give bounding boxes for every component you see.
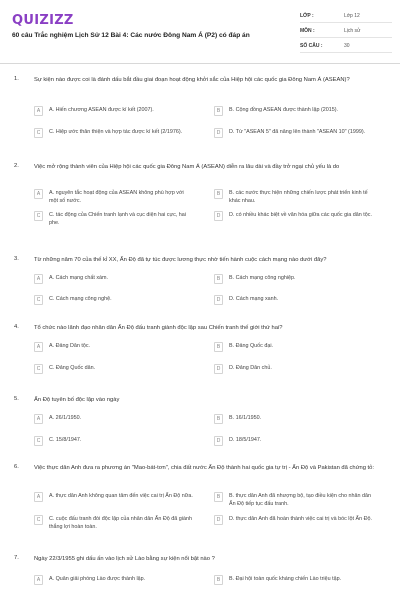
meta-value: Lịch sử xyxy=(344,28,361,34)
option-text: D. Từ "ASEAN 5" đã nâng lên thành "ASEAN 10" (1999). xyxy=(229,129,366,135)
document-title: 60 câu Trắc nghiệm Lịch Sử 12 Bài 4: Các nước Đông Nam Á (P2) có đáp án xyxy=(12,32,250,39)
question-text: Tổ chức nào lãnh đạo nhân dân Ấn Độ đấu tranh giành độc lập sau Chiến tranh thế giới thứ hai? xyxy=(34,325,283,331)
meta-key: LỚP : xyxy=(300,13,314,19)
page-header xyxy=(0,0,400,64)
option-letter: C xyxy=(34,515,43,525)
option-text: D. có nhiều khác biệt về văn hóa giữa các quốc gia dân tộc. xyxy=(229,212,372,218)
option-text: A. Quân giải phóng Lào được thành lập. xyxy=(49,576,146,582)
option-letter: A xyxy=(34,106,43,116)
question-text: Ngày 22/3/1955 ghi dấu ấn vào lịch sử Lào bằng sự kiện nổi bật nào ? xyxy=(34,556,215,562)
option-a[interactable] xyxy=(34,575,194,585)
question-text: Sự kiện nào được coi là đánh dấu bắt đầu giai đoạn hoạt động khởi sắc của Hiệp hội các quốc gia Đông Nam Á (ASEAN)? xyxy=(34,77,350,83)
option-a[interactable] xyxy=(34,106,194,116)
option-c[interactable] xyxy=(34,295,194,305)
option-text: B. Đảng Quốc đại. xyxy=(229,343,274,349)
option-a[interactable] xyxy=(34,342,194,352)
meta-row-subject xyxy=(300,25,392,38)
option-a[interactable] xyxy=(34,414,194,424)
option-c[interactable] xyxy=(34,211,194,227)
option-text: C. Đảng Quốc dân. xyxy=(49,365,96,371)
option-c[interactable] xyxy=(34,436,194,446)
option-text: B. 16/1/1950. xyxy=(229,415,262,421)
meta-row-class xyxy=(300,10,392,23)
option-text: D. thực dân Anh đã hoàn thành việc cai trị và bóc lột Ấn Độ. xyxy=(229,516,372,522)
option-text: A. nguyên tắc hoạt động của ASEAN không phù hợp với một số nước. xyxy=(49,190,184,204)
meta-value: 30 xyxy=(344,43,350,49)
option-c[interactable] xyxy=(34,364,194,374)
quizizz-logo: QUIZIZZ xyxy=(12,13,74,28)
option-letter: B xyxy=(214,274,223,284)
question-text: Việc thực dân Anh đưa ra phương án "Mao-bát-tơn", chia đất nước Ấn Độ thành hai quốc gia tự trị - Ấn Độ và Pakistan đã chứng tỏ: xyxy=(34,465,375,471)
option-text: B. Cách mạng công nghiệp. xyxy=(229,275,296,281)
option-letter: D xyxy=(214,128,223,138)
option-text: B. thực dân Anh đã nhượng bộ, tạo điều kiện cho nhân dân Ấn Độ tiếp tục đấu tranh. xyxy=(229,493,372,507)
question-text: Việc mở rộng thành viên của Hiệp hội các quốc gia Đông Nam Á (ASEAN) diễn ra lâu dài và đầy trở ngại chủ yếu là do xyxy=(34,164,340,170)
option-letter: C xyxy=(34,295,43,305)
meta-row-question-count xyxy=(300,40,392,53)
option-text: C. Cách mạng công nghệ. xyxy=(49,296,112,302)
option-letter: A xyxy=(34,342,43,352)
option-letter: C xyxy=(34,364,43,374)
option-b[interactable] xyxy=(214,189,374,205)
option-letter: C xyxy=(34,211,43,221)
option-text: B. Cộng đồng ASEAN được thành lập (2015). xyxy=(229,107,339,113)
option-b[interactable] xyxy=(214,274,374,284)
option-text: A. Hiến chương ASEAN được kí kết (2007). xyxy=(49,107,154,113)
option-letter: B xyxy=(214,575,223,585)
option-letter: C xyxy=(34,436,43,446)
option-b[interactable] xyxy=(214,106,374,116)
option-text: D. Đảng Dân chủ. xyxy=(229,365,272,371)
option-d[interactable] xyxy=(214,364,374,374)
option-text: B. Đại hội toàn quốc kháng chiến Lào triệu tập. xyxy=(229,576,342,582)
option-letter: A xyxy=(34,492,43,502)
option-b[interactable] xyxy=(214,492,374,508)
option-text: B. các nước thực hiện những chiến lược phát triển kinh tế khác nhau. xyxy=(229,190,368,204)
option-a[interactable] xyxy=(34,492,194,502)
option-b[interactable] xyxy=(214,414,374,424)
option-text: C. 15/8/1947. xyxy=(49,437,82,443)
option-letter: B xyxy=(214,414,223,424)
option-d[interactable] xyxy=(214,211,374,221)
option-text: C. cuộc đấu tranh đòi độc lập của nhân dân Ấn Độ đã giành thắng lợi hoàn toàn. xyxy=(49,516,192,530)
question-text: Từ những năm 70 của thế kỉ XX, Ấn Độ đã tự túc được lương thực nhờ tiến hành cuộc cách mạng nào dưới đây? xyxy=(34,257,327,263)
option-text: D. 18/5/1947. xyxy=(229,437,262,443)
question-number: 6. xyxy=(14,464,19,470)
option-c[interactable] xyxy=(34,128,194,138)
option-text: A. thực dân Anh không quan tâm đến việc cai trị Ấn Độ nữa. xyxy=(49,493,193,499)
question-number: 4. xyxy=(14,324,19,330)
option-a[interactable] xyxy=(34,274,194,284)
option-b[interactable] xyxy=(214,575,374,585)
option-d[interactable] xyxy=(214,128,374,138)
option-text: C. tác động của Chiến tranh lạnh và cục diện hai cực, hai phe. xyxy=(49,212,186,226)
question-number: 5. xyxy=(14,396,19,402)
question-number: 7. xyxy=(14,555,19,561)
option-letter: B xyxy=(214,106,223,116)
option-letter: B xyxy=(214,342,223,352)
meta-key: SỐ CÂU : xyxy=(300,43,323,49)
question-number: 3. xyxy=(14,256,19,262)
option-text: A. Cách mạng chất xám. xyxy=(49,275,109,281)
option-c[interactable] xyxy=(34,515,194,531)
option-letter: A xyxy=(34,189,43,199)
question-number: 1. xyxy=(14,76,19,82)
option-letter: B xyxy=(214,492,223,502)
option-text: A. 26/1/1950. xyxy=(49,415,82,421)
option-letter: D xyxy=(214,364,223,374)
option-letter: D xyxy=(214,515,223,525)
option-d[interactable] xyxy=(214,515,374,525)
meta-key: MÔN : xyxy=(300,28,315,34)
option-letter: A xyxy=(34,414,43,424)
option-text: A. Đảng Dân tộc. xyxy=(49,343,91,349)
option-letter: A xyxy=(34,575,43,585)
option-b[interactable] xyxy=(214,342,374,352)
option-letter: A xyxy=(34,274,43,284)
option-a[interactable] xyxy=(34,189,194,205)
option-text: D. Cách mạng xanh. xyxy=(229,296,279,302)
option-d[interactable] xyxy=(214,295,374,305)
option-letter: D xyxy=(214,295,223,305)
question-text: Ấn Độ tuyên bố độc lập vào ngày xyxy=(34,397,120,403)
meta-value: Lớp 12 xyxy=(344,13,360,19)
option-letter: D xyxy=(214,211,223,221)
option-text: C. Hiệp ước thân thiện và hợp tác được kí kết (2/1976). xyxy=(49,129,183,135)
question-number: 2. xyxy=(14,163,19,169)
option-letter: C xyxy=(34,128,43,138)
option-d[interactable] xyxy=(214,436,374,446)
meta-panel xyxy=(300,10,392,55)
option-letter: D xyxy=(214,436,223,446)
option-letter: B xyxy=(214,189,223,199)
